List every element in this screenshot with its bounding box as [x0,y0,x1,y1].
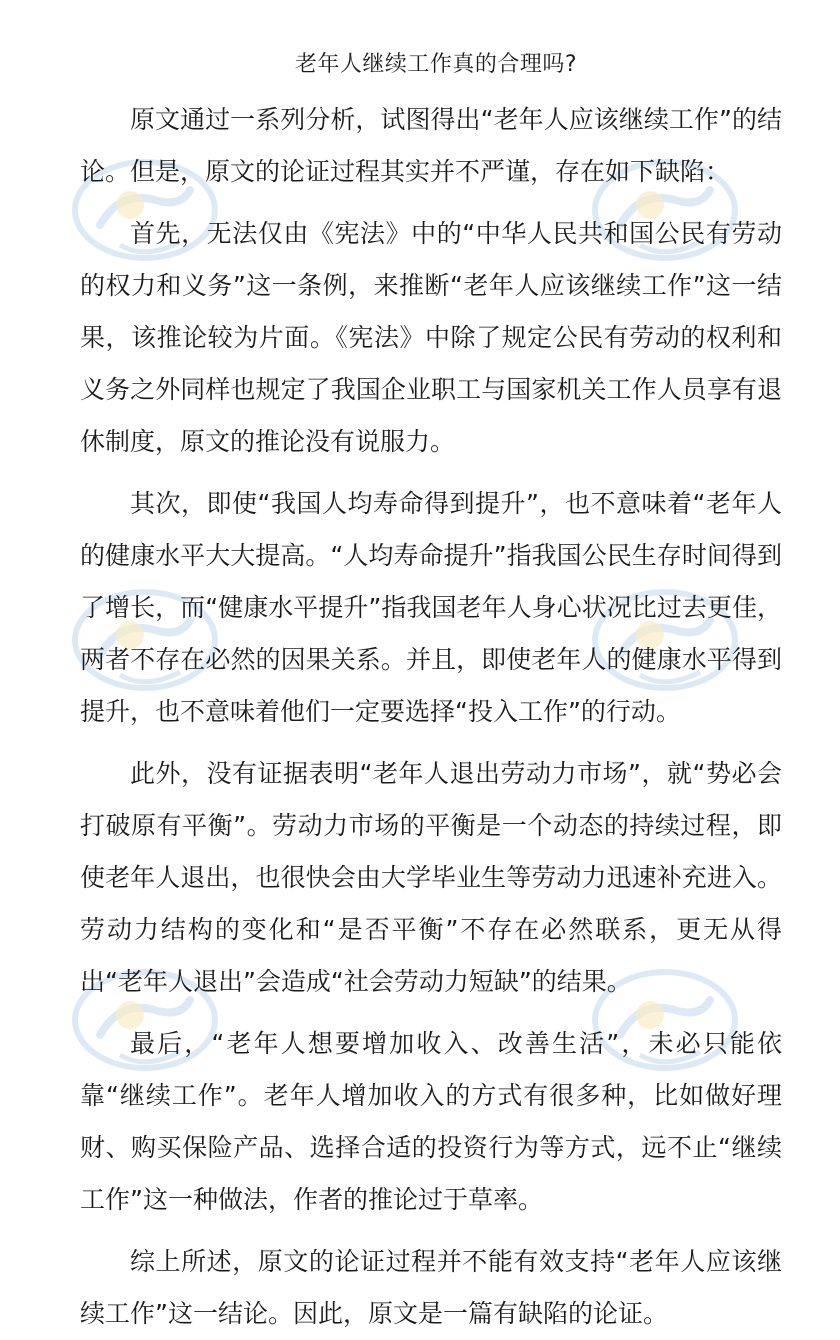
document-title: 老年人继续工作真的合理吗? [294,52,578,77]
paragraph-intro: 原文通过一系列分析，试图得出“老年人应该继续工作”的结论。但是，原文的论证过程其实并不严谨，存在如下缺陷： [80,105,782,186]
paragraph-second: 其次，即使“我国人均寿命得到提升”，也不意味着“老年人的健康水平大大提高。“人均寿命提升”指我国公民生存时间得到了增长，而“健康水平提升”指我国老年人身心状况比过去更佳，两者不存在必然的因果关系。并且，即使老年人的健康水平得到提升，也不意味着他们一定要选择“投入工作”的行动。 [80,489,782,726]
paragraph-first: 首先，无法仅由《宪法》中的“中华人民共和国公民有劳动的权力和义务”这一条例，来推断“老年人应该继续工作”这一结果，该推论较为片面。《宪法》中除了规定公民有劳动的权利和义务之外同样也规定了我国企业职工与国家机关工作人员享有退休制度，原文的推论没有说服力。 [80,219,782,456]
paragraph-last: 最后，“老年人想要增加收入、改善生活”，未必只能依靠“继续工作”。老年人增加收入的方式有很多种，比如做好理财、购买保险产品、选择合适的投资行为等方式，远不止“继续工作”这一种做法，作者的推论过于草率。 [80,1029,782,1214]
paragraph-third: 此外，没有证据表明“老年人退出劳动力市场”，就“势必会打破原有平衡”。劳动力市场的平衡是一个动态的持续过程，即使老年人退出，也很快会由大学毕业生等劳动力迅速补充进入。劳动力结构的变化和“是否平衡”不存在必然联系，更无从得出“老年人退出”会造成“社会劳动力短缺”的结果。 [80,759,782,996]
paragraph-conclusion: 综上所述，原文的论证过程并不能有效支持“老年人应该继续工作”这一结论。因此，原文是一篇有缺陷的论证。 [80,1247,782,1328]
